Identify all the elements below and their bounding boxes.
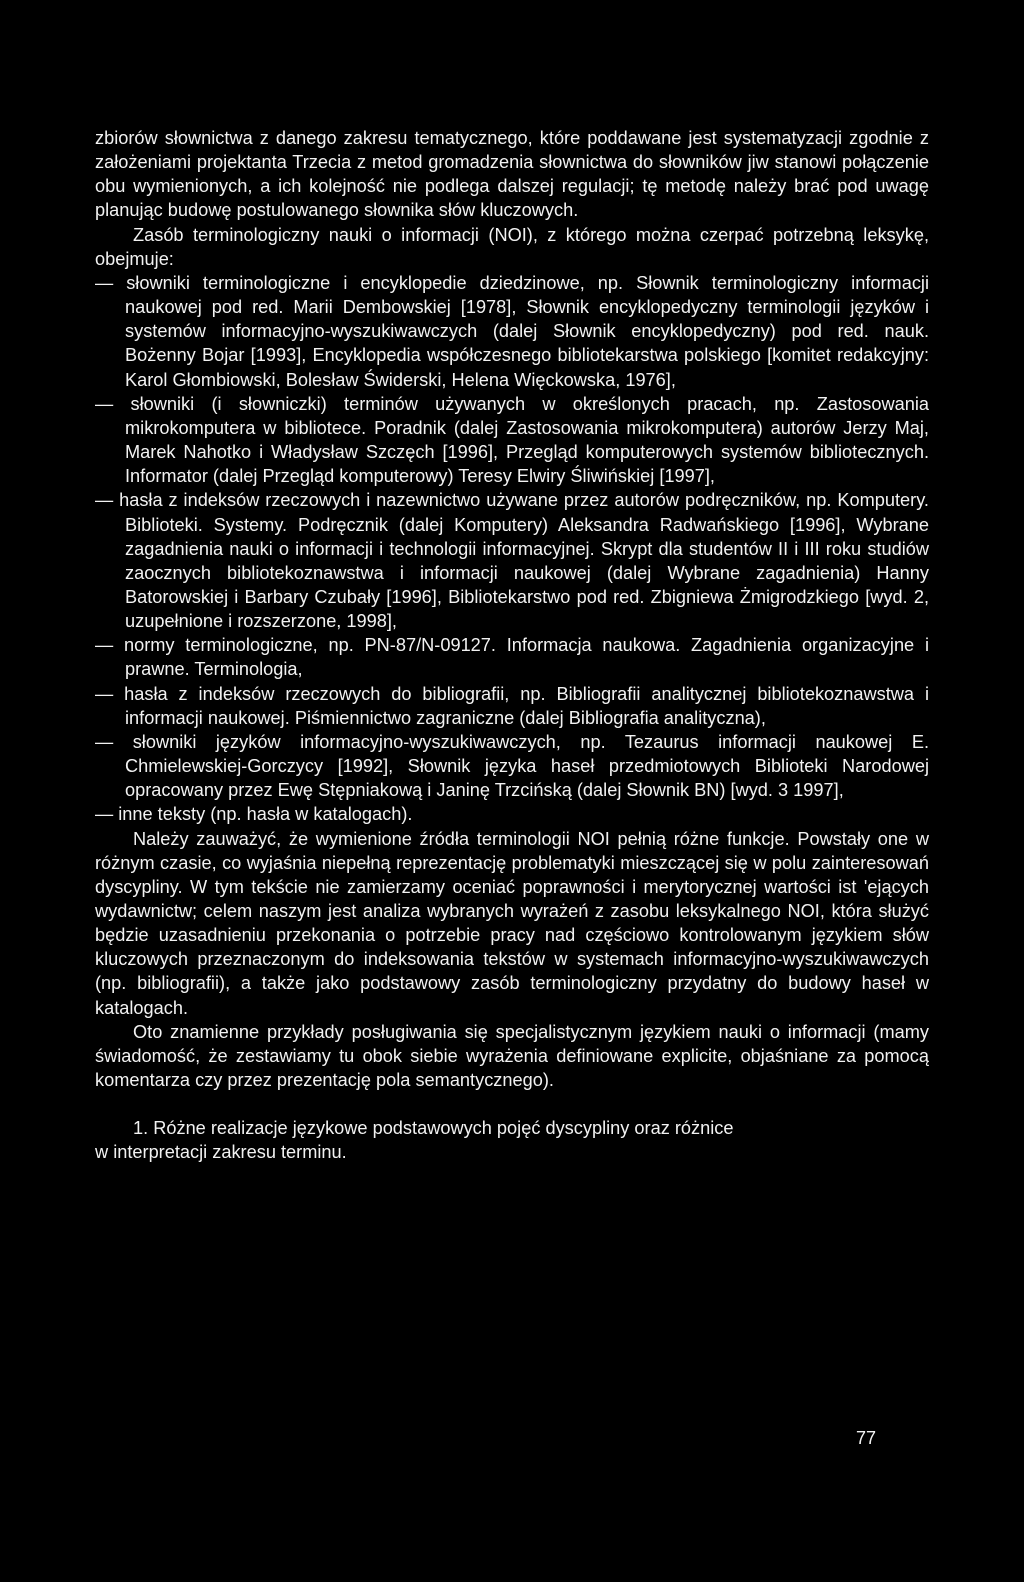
list-item: — normy terminologiczne, np. PN-87/N-09127. Informacja naukowa. Zagadnienia organizacyjne i prawne. Terminologia, [95, 635, 929, 680]
body-text [95, 126, 929, 1165]
list-item: — hasła z indeksów rzeczowych i nazewnictwo używane przez autorów podręczników, np. Komputery. Biblioteki. Systemy. Podręcznik (dalej Komputery) Aleksandra Radwańskiego [1996], Wybrane zagadnienia nauki o informacji i technologii informacyjnej. Skrypt dla studentów II i III roku studiów zaocznych bibliotekoznawstwa i informacji naukowej (dalej Wybrane zagadnienia) Hanny Batorowskiej i Barbary Czubały [1996], Bibliotekarstwo pod red. Zbigniewa Żmigrodzkiego [wyd. 2, uzupełnione i rozszerzone, 1998], [95, 490, 929, 632]
section-heading-continuation [95, 1140, 929, 1164]
paragraph-continuation: zbiorów słownictwa z danego zakresu tematycznego, które poddawane jest systematyzacji zgodnie z założeniami projektanta Trzecia z metod gromadzenia słownictwa do słowników jiw stanowi połączenie obu wymienionych, a ich kolejność nie podlega dalszej regulacji; tę metodę należy brać pod uwagę planując budowę postulowanego słownika słów kluczowych. [95, 128, 929, 221]
list-item: — inne teksty (np. hasła w katalogach). [95, 804, 413, 825]
list-item: — słowniki terminologiczne i encyklopedie dziedzinowe, np. Słownik terminologiczny informacji naukowej pod red. Marii Dembowskiej [1978], Słownik encyklopedyczny terminologii języków i systemów informacyjno-wyszukiwawczych (dalej Słownik encyklopedyczny) pod red. nauk. Bożenny Bojar [1993], Encyklopedia współczesnego bibliotekarstwa polskiego [komitet redakcyjny: Karol Głombiowski, Bolesław Świderski, Helena Więckowska, 1976], [95, 272, 929, 390]
section-heading-line1: 1. Różne realizacje językowe podstawowych pojęć dyscypliny oraz różnice [133, 1118, 734, 1139]
section-heading-line2: w interpretacji zakresu terminu. [95, 1142, 347, 1163]
list-item: — słowniki (i słowniczki) terminów używanych w określonych pracach, np. Zastosowania mikrokomputera w bibliotece. Poradnik (dalej Zastosowania mikrokomputera) autorów Jerzy Maj, Marek Nahotko i Władysław Szczęch [1996], Przegląd komputerowych systemów bibliotecznych. Informator (dalej Przegląd komputerowy) Teresy Elwiry Śliwińskiej [1997], [95, 393, 929, 487]
paragraph: Należy zauważyć, że wymienione źródła terminologii NOI pełnią różne funkcje. Powstały one w różnym czasie, co wyjaśnia niepełną reprezentację problematyki mieszczącej się w polu zainteresowań dyscypliny. W tym tekście nie zamierzamy oceniać poprawności i merytorycznej wartości ist 'ejących wydawnictw; celem naszym jest analiza wybranych wyrażeń z zasobu leksykalnego NOI, która służyć będzie uzasadnieniu przekonania o potrzebie pracy nad częściowo kontrolowanym językiem słów kluczowych przeznaczonym do indeksowania tekstów w systemach informacyjno-wyszukiwawczych (np. bibliografii), a także jako podstawowy zasób terminologiczny przydatny do budowy haseł w katalogach. [95, 828, 929, 1018]
list-item: — hasła z indeksów rzeczowych do bibliografii, np. Bibliografii analitycznej bibliotekoznawstwa i informacji naukowej. Piśmiennictwo zagraniczne (dalej Bibliografia analityczna), [95, 683, 929, 728]
section-heading [95, 1116, 929, 1140]
page-number: 77 [855, 1428, 876, 1448]
list-item: — słowniki języków informacyjno-wyszukiwawczych, np. Tezaurus informacji naukowej E. Chmielewskiej-Gorczycy [1992], Słownik języka haseł przedmiotowych Biblioteki Narodowej opracowany przez Ewę Stępniakową i Janinę Trzcińską (dalej Słownik BN) [wyd. 3 1997], [95, 731, 929, 801]
paragraph: Oto znamienne przykłady posługiwania się specjalistycznym językiem nauki o informacji (mamy świadomość, że zestawiamy tu obok siebie wyrażenia definiowane explicite, objaśniane za pomocą komentarza czy przez prezentację pola semantycznego). [95, 1021, 929, 1091]
paragraph-intro: Zasób terminologiczny nauki o informacji (NOI), z którego można czerpać potrzebną leksykę, obejmuje: [95, 224, 929, 269]
